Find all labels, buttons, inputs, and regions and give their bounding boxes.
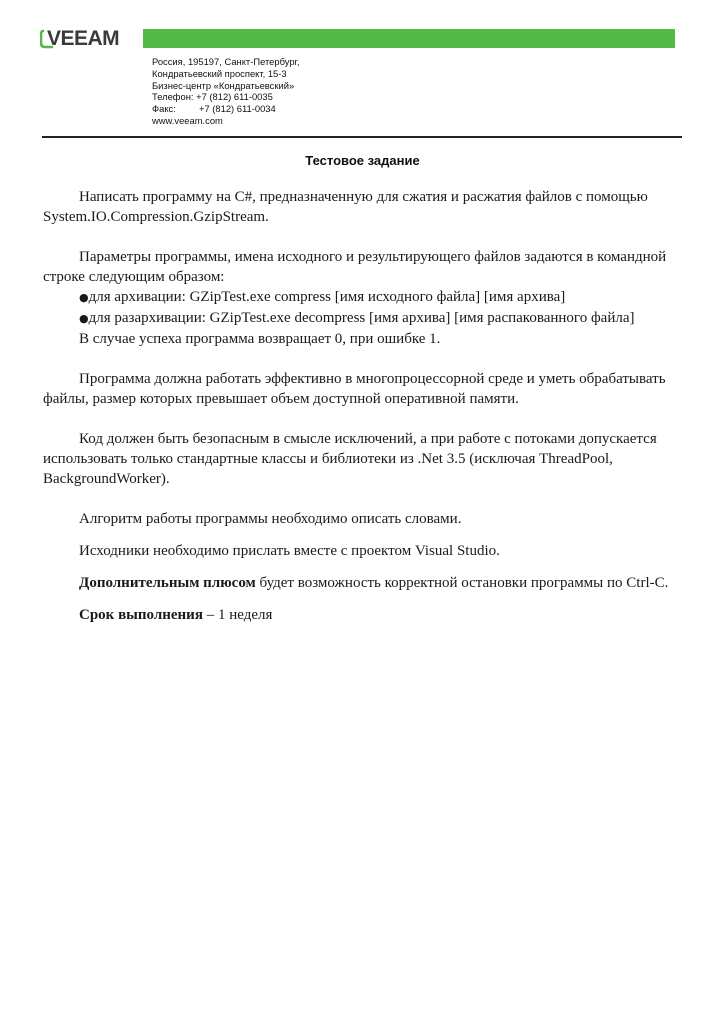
paragraph <box>43 187 683 227</box>
brand-bar <box>143 29 675 48</box>
list-item-text: для разархивации: GZipTest.exe decompress [имя архива] [имя распакованного файла] <box>88 310 635 326</box>
document-body <box>43 187 683 625</box>
paragraph: Алгоритм работы программы необходимо описать словами. <box>79 511 462 527</box>
veeam-logo <box>40 26 144 50</box>
list-item <box>43 308 683 329</box>
text-line: Параметры программы, имена исходного и результирующего файлов задаются в командной <box>79 249 667 265</box>
text-line: использовать только стандартные классы и библиотеки из .Net 3.5 (исключая ThreadPool, <box>43 451 613 467</box>
fax-label: Факс: <box>152 103 176 115</box>
company-address <box>152 56 299 127</box>
address-line: Бизнес-центр «Кондратьевский» <box>152 79 295 91</box>
deadline-paragraph <box>43 605 683 625</box>
text-line: Программа должна работать эффективно в многопроцессорной среде и уметь обрабатывать <box>79 371 666 387</box>
text-line: BackgroundWorker). <box>43 471 170 487</box>
paragraph <box>43 573 683 593</box>
emphasis-text: Срок выполнения <box>79 607 203 623</box>
return-codes-text: В случае успеха программа возвращает 0, при ошибке 1. <box>79 331 441 347</box>
text-span: будет возможность корректной остановки программы по Ctrl-C. <box>255 575 669 591</box>
text-line: System.IO.Compression.GzipStream. <box>43 209 269 225</box>
document-title: Тестовое задание <box>305 153 420 168</box>
svg-text:VEEAM: VEEAM <box>47 27 120 50</box>
paragraph <box>43 247 683 287</box>
fax-line <box>152 103 299 115</box>
phone-line: Телефон: +7 (812) 611-0035 <box>152 91 273 103</box>
emphasis-text: Дополнительным плюсом <box>79 575 256 591</box>
paragraph <box>43 429 683 489</box>
list-item <box>43 287 683 308</box>
text-line: строке следующим образом: <box>43 269 225 285</box>
address-line: Россия, 195197, Санкт-Петербург, <box>152 56 300 67</box>
address-line: Кондратьевский проспект, 15-3 <box>152 67 287 79</box>
bullet-icon: ● <box>79 312 89 325</box>
bullet-icon: ● <box>79 291 89 304</box>
website-link[interactable]: www.veeam.com <box>152 114 223 126</box>
text-line: Код должен быть безопасным в смысле исключений, а при работе с потоками допускается <box>79 431 657 447</box>
fax-value: +7 (812) 611-0034 <box>199 103 276 115</box>
text-line: Написать программу на C#, предназначенную для сжатия и расжатия файлов с помощью <box>79 189 648 205</box>
text-span: – 1 неделя <box>202 607 273 623</box>
header-divider <box>42 136 682 138</box>
list-item-text: для архивации: GZipTest.exe compress [имя исходного файла] [имя архива] <box>88 289 566 305</box>
paragraph: Исходники необходимо прислать вместе с проектом Visual Studio. <box>79 543 500 559</box>
text-line: файлы, размер которых превышает объем доступной оперативной памяти. <box>43 391 519 407</box>
paragraph <box>43 369 683 409</box>
